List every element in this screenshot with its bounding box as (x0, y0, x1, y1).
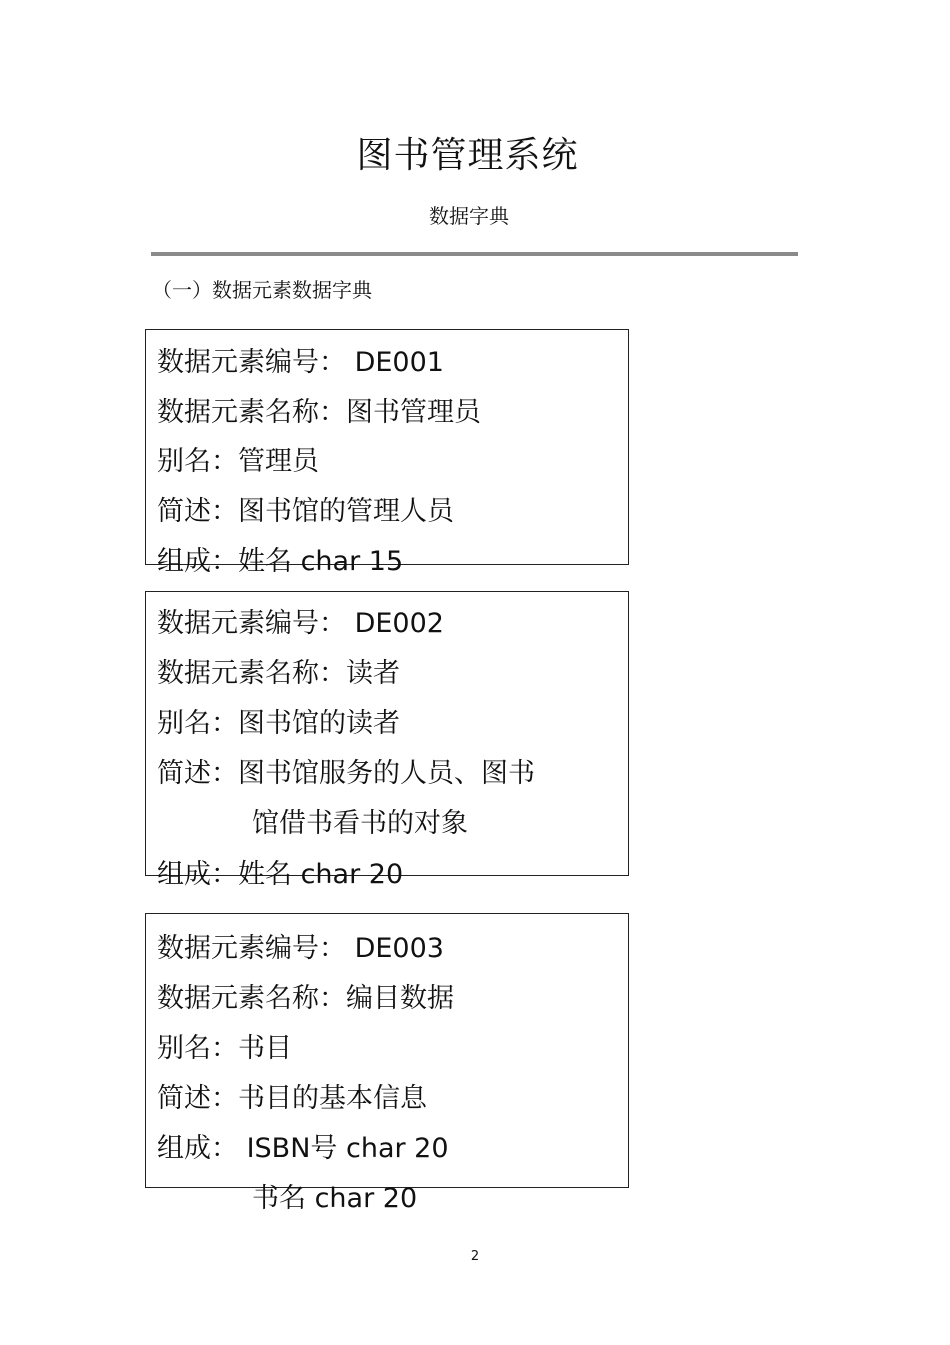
element-description-line: 简述：图书馆服务的人员、图书 (157, 758, 535, 789)
document-subtitle: 数据字典 (429, 204, 509, 228)
page-number: 2 (470, 1249, 480, 1264)
element-name-line: 数据元素名称：读者 (157, 658, 400, 689)
element-description-line: 简述：图书馆的管理人员 (157, 496, 454, 527)
element-name-line: 数据元素名称：编目数据 (157, 983, 454, 1014)
header-divider (151, 252, 798, 256)
element-composition-continuation: 书名 char 20 (252, 1183, 418, 1214)
element-alias-line: 别名：书目 (157, 1033, 292, 1064)
element-alias-line: 别名：管理员 (157, 446, 319, 477)
element-composition-line: 组成： ISBN号 char 20 (157, 1133, 449, 1164)
element-composition-line: 组成：姓名 char 20 (157, 859, 404, 890)
element-id-line: 数据元素编号： DE001 (157, 347, 444, 378)
element-name-line: 数据元素名称：图书管理员 (157, 397, 481, 428)
element-composition-line: 组成：姓名 char 15 (157, 546, 404, 577)
section-heading: （一）数据元素数据字典 (152, 278, 372, 302)
document-title: 图书管理系统 (356, 135, 579, 176)
element-id-line: 数据元素编号： DE002 (157, 608, 444, 639)
element-alias-line: 别名：图书馆的读者 (157, 708, 400, 739)
element-id-line: 数据元素编号： DE003 (157, 933, 444, 964)
element-description-continuation: 馆借书看书的对象 (252, 808, 468, 839)
element-description-line: 简述：书目的基本信息 (157, 1083, 427, 1114)
